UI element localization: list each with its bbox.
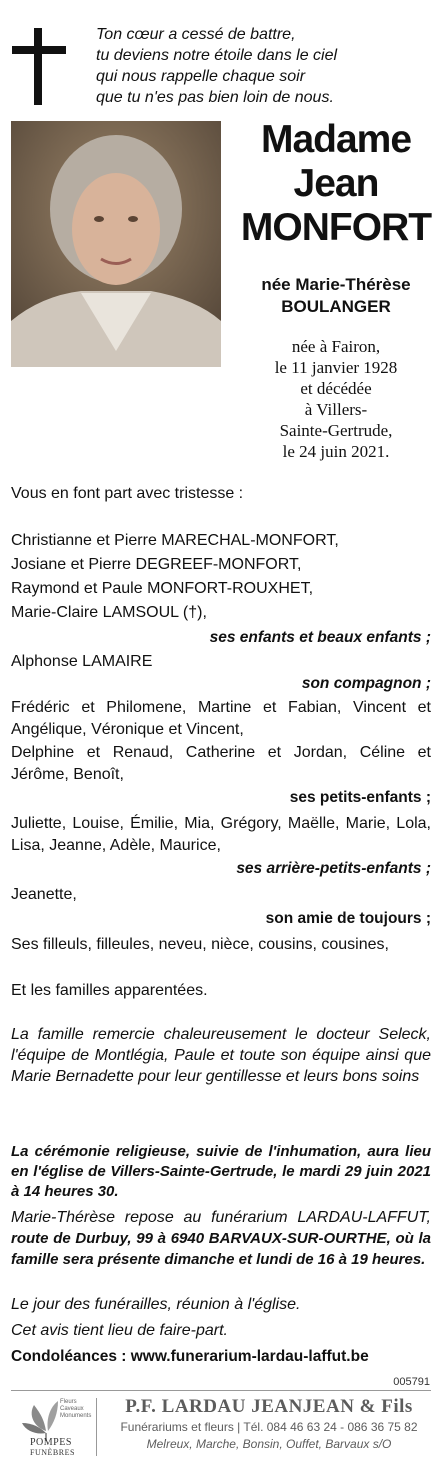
condolences-link[interactable]: Condoléances : www.funerarium-lardau-laffut.be	[11, 1348, 369, 1365]
families-text: Et les familles apparentées.	[11, 982, 208, 999]
grandchildren-label: ses petits-enfants ;	[289, 789, 431, 806]
children-list	[11, 530, 431, 624]
funeral-home-name: P.F. LARDAU JEANJEAN & Fils	[125, 1396, 413, 1417]
rest-info-part2: route de Durbuy, 99 à 6940 BARVAUX-SUR-OURTHE, où la famille sera présente dimanche et lundi de 16 à 19 heures.	[11, 1230, 431, 1268]
birth-line: le 11 janvier 1928	[274, 358, 398, 377]
deceased-name	[236, 118, 436, 250]
portrait-photo	[11, 121, 221, 367]
maiden-name: BOULANGER	[281, 297, 391, 316]
deceased-last-name: MONFORT	[240, 206, 432, 249]
list-item: Marie-Claire LAMSOUL (†),	[11, 604, 207, 621]
great-grandchildren-list: Juliette, Louise, Émilie, Mia, Grégory, Maëlle, Marie, Lola, Lisa, Jeanne, Adèle, Maurice,	[11, 815, 431, 854]
pompes-funebres-logo	[16, 1397, 92, 1459]
logo-text: Monuments	[60, 1413, 92, 1419]
notice-text: Cet avis tient lieu de faire-part.	[11, 1322, 228, 1339]
poem-line: tu deviens notre étoile dans le ciel	[96, 47, 338, 64]
logo-brand: FUNÈBRES	[30, 1448, 75, 1457]
birth-line: Sainte-Gertrude,	[279, 421, 393, 440]
poem-line: que tu n'es pas bien loin de nous.	[96, 89, 334, 106]
children-label: ses enfants et beaux enfants ;	[209, 629, 431, 646]
deceased-first-name: Jean	[293, 162, 379, 205]
rest-info	[11, 1207, 431, 1270]
logo-text: Fleurs	[60, 1399, 77, 1405]
friend-name: Jeanette,	[11, 886, 77, 903]
other-relatives: Ses filleuls, filleules, neveu, nièce, cousins, cousines,	[11, 936, 389, 953]
companion-label: son compagnon ;	[301, 675, 431, 692]
grandchildren-list-2: Delphine et Renaud, Catherine et Jordan, Céline et Jérôme, Benoît,	[11, 744, 431, 783]
footer-separator	[96, 1398, 97, 1456]
poem-line: Ton cœur a cessé de battre,	[96, 26, 296, 43]
great-grandchildren-label: ses arrière-petits-enfants ;	[236, 860, 431, 877]
list-item: Josiane et Pierre DEGREEF-MONFORT,	[11, 556, 302, 573]
intro-text: Vous en font part avec tristesse :	[11, 485, 244, 502]
birth-line: à Villers-	[304, 400, 368, 419]
birth-death-info	[236, 336, 436, 462]
birth-line: et décédée	[300, 379, 372, 398]
logo-text: Caveaux	[60, 1406, 84, 1412]
companion-name: Alphonse LAMAIRE	[11, 653, 153, 670]
ceremony-text: La cérémonie religieuse, suivie de l'inhumation, aura lieu en l'église de Villers-Sainte-Gertrude, le mardi 29 juin 2021 à 14 heures 30.	[11, 1143, 431, 1200]
maiden-name-block	[236, 274, 436, 318]
birth-line: le 24 juin 2021.	[282, 442, 390, 461]
funeral-home-locations: Melreux, Marche, Bonsin, Ouffet, Barvaux s/O	[146, 1437, 392, 1451]
poem	[96, 24, 426, 108]
rest-info-part1: Marie-Thérèse repose au funérarium LARDAU-LAFFUT,	[11, 1209, 431, 1226]
birth-line: née à Fairon,	[291, 337, 381, 356]
list-item: Raymond et Paule MONFORT-ROUXHET,	[11, 580, 314, 597]
thanks-text: La famille remercie chaleureusement le docteur Seleck, l'équipe de Montlégia, Paule et toute son équipe ainsi que Marie Bernadette pour leur gentillesse et leurs bons soins	[11, 1026, 431, 1085]
grandchildren-list-1: Frédéric et Philomene, Martine et Fabian, Vincent et Angélique, Véronique et Vincent,	[11, 699, 431, 738]
reunion-text: Le jour des funérailles, réunion à l'église.	[11, 1296, 301, 1313]
reference-number: 005791	[393, 1376, 430, 1388]
list-item: Christianne et Pierre MARECHAL-MONFORT,	[11, 532, 339, 549]
nee-label: née Marie-Thérèse	[261, 275, 411, 294]
funeral-home-contact: Funérariums et fleurs | Tél. 084 46 63 24 - 086 36 75 82	[120, 1420, 418, 1434]
friend-label: son amie de toujours ;	[265, 910, 431, 927]
deceased-title: Madame	[260, 118, 412, 161]
logo-brand: POMPES	[30, 1437, 72, 1448]
poem-line: qui nous rappelle chaque soir	[96, 68, 306, 85]
footer-divider	[11, 1390, 431, 1391]
